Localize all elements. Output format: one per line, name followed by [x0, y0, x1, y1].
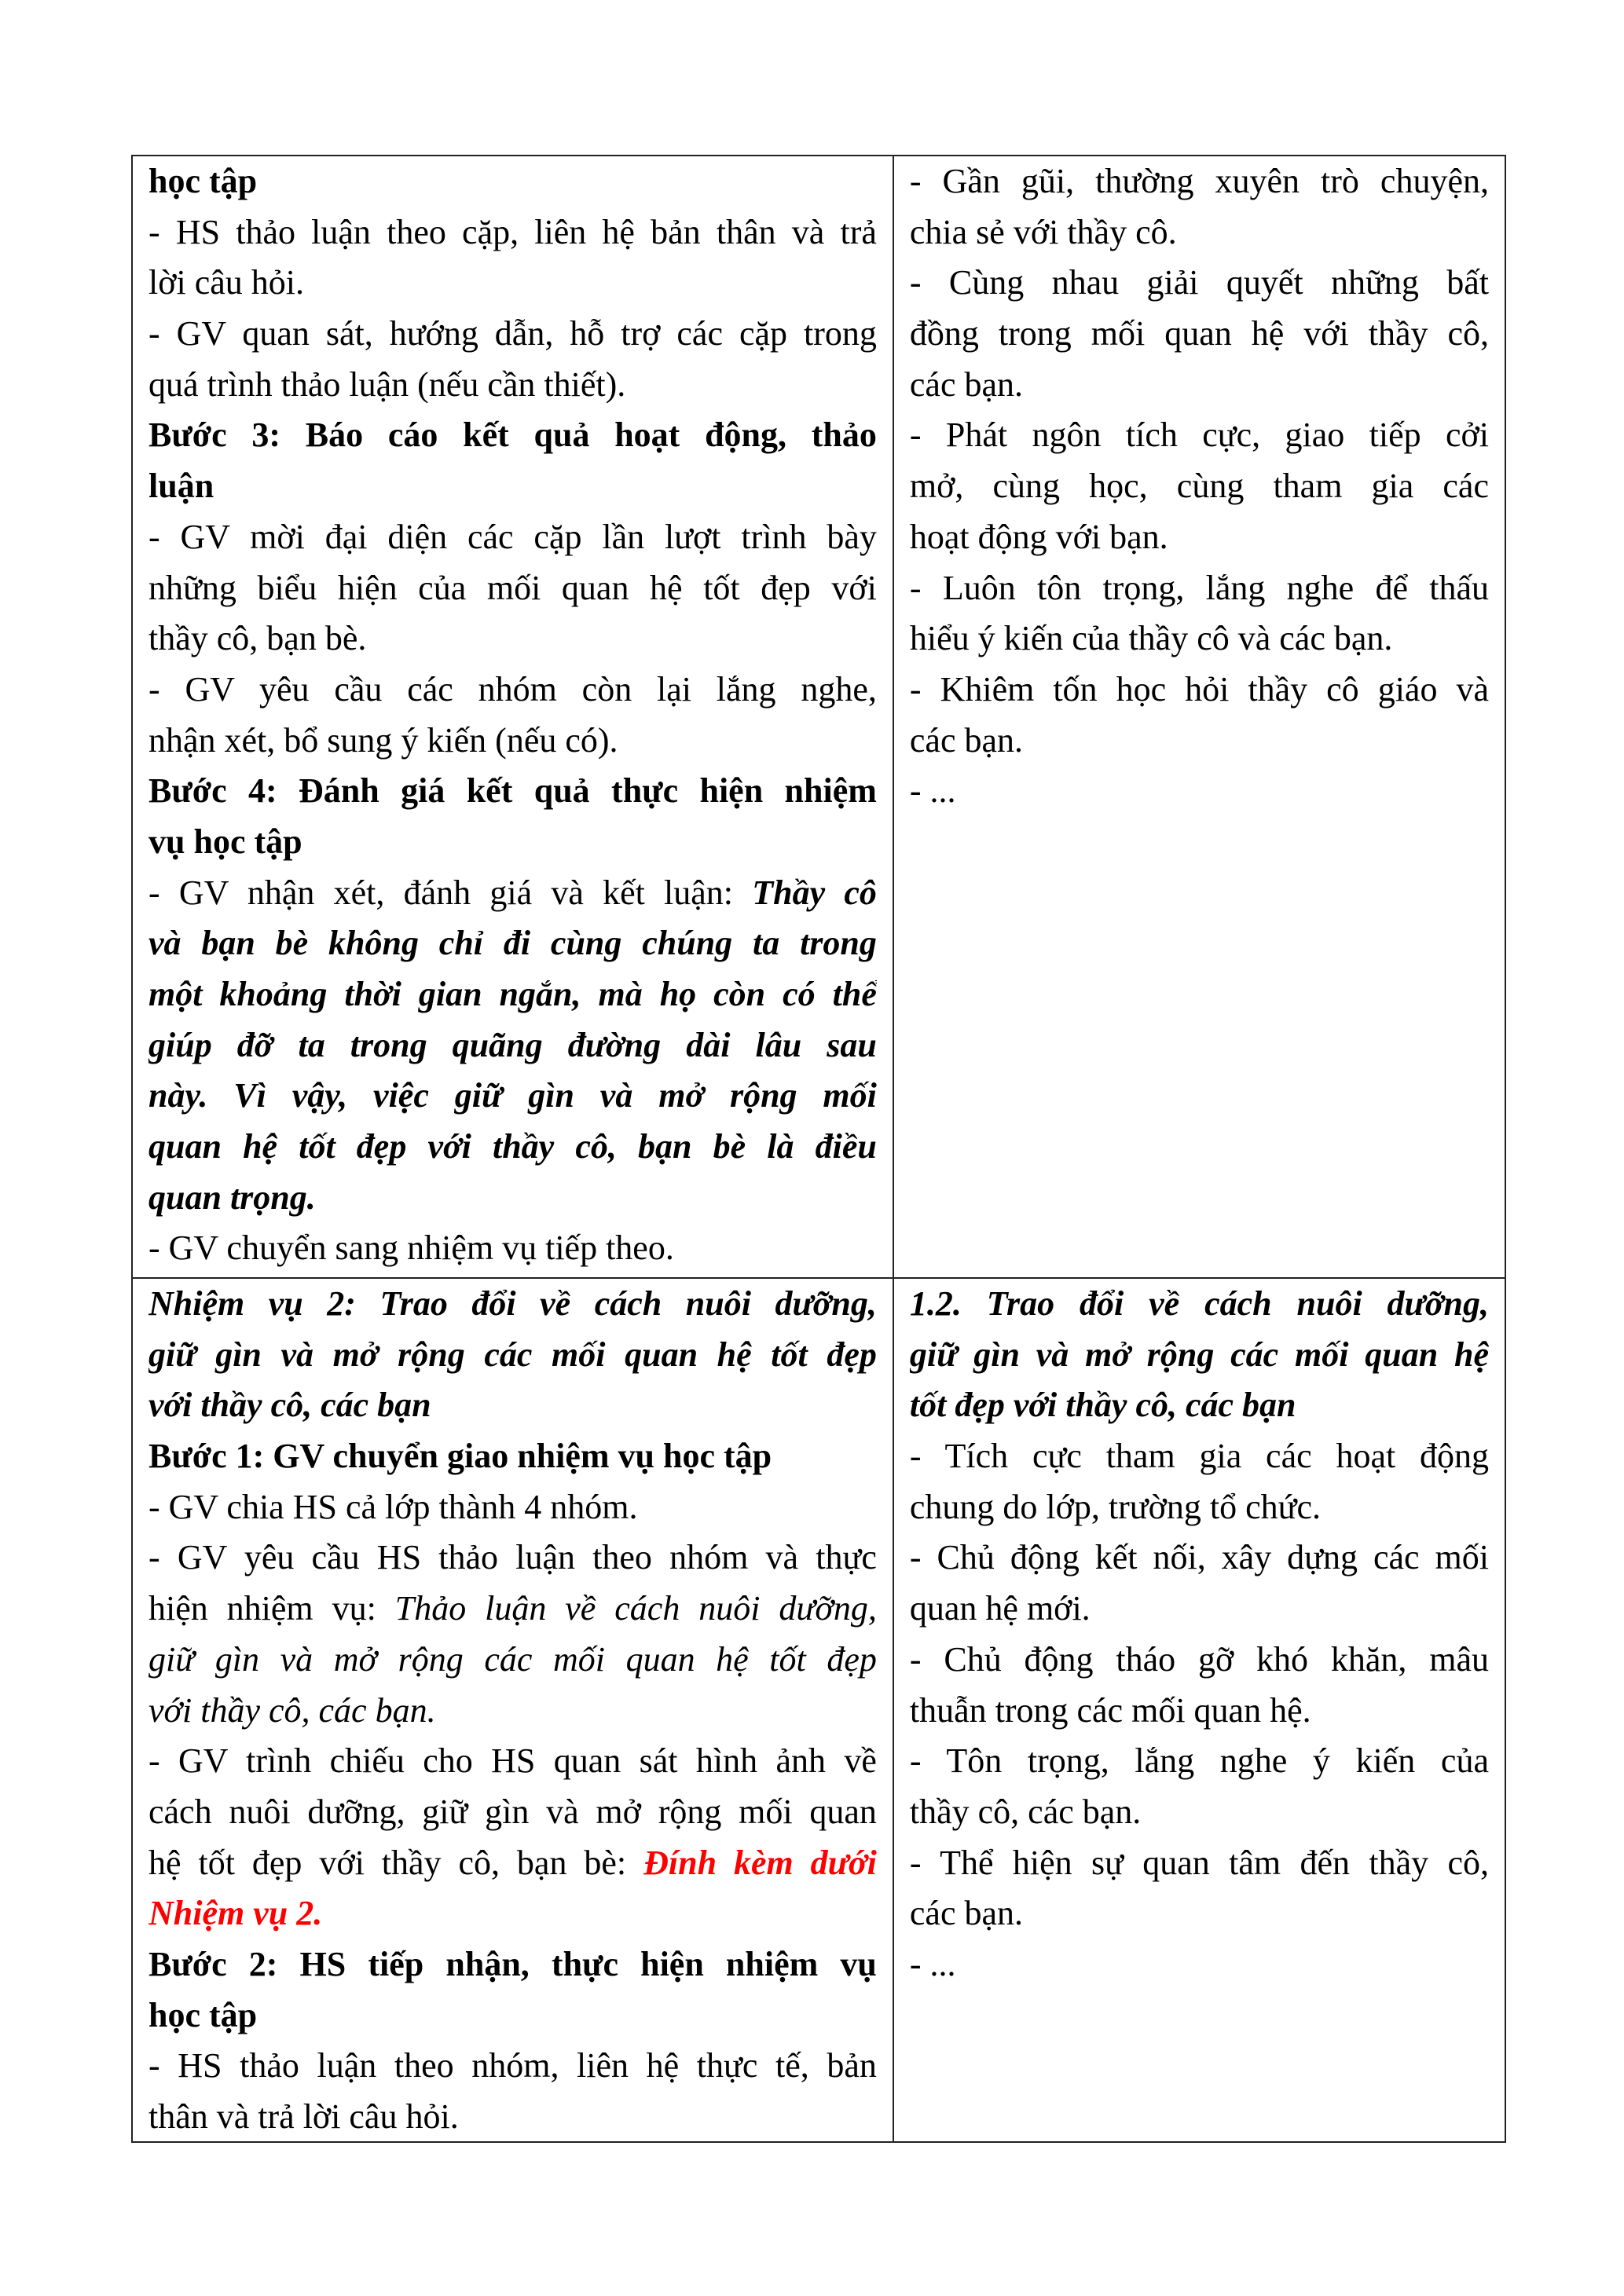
- text-line: [148, 258, 877, 309]
- step-heading: luận: [148, 467, 214, 506]
- text-line: [910, 1279, 1489, 1330]
- text-line: [910, 360, 1489, 411]
- paragraph: [910, 258, 1489, 410]
- paragraph: [148, 207, 877, 309]
- text-segment: một khoảng thời gian ngắn, mà họ còn có thể: [148, 975, 877, 1013]
- text-segment: với thầy cô, các bạn.: [148, 1690, 436, 1730]
- paragraph: [910, 1431, 1489, 1532]
- text-line: [148, 360, 877, 411]
- lesson-plan-table: [131, 155, 1506, 2143]
- text-segment: các bạn.: [909, 1894, 1024, 1933]
- text-segment: mở, cùng học, cùng tham gia các: [909, 467, 1489, 506]
- text-segment: - Thể hiện sự quan tâm đến thầy cô,: [909, 1843, 1489, 1882]
- text-segment: - HS thảo luận theo nhóm, liên hệ thực tế, bản: [148, 2046, 877, 2085]
- paragraph: [148, 766, 877, 867]
- text-line: [910, 613, 1489, 665]
- text-line: [148, 1736, 877, 1787]
- text-segment: hoạt động với bạn.: [909, 517, 1168, 556]
- text-line: [148, 2041, 877, 2092]
- text-line: [148, 1888, 877, 1939]
- text-line: [910, 1787, 1489, 1838]
- text-segment: giữ gìn và mở rộng các mối quan hệ: [909, 1335, 1489, 1374]
- text-line: [910, 1888, 1489, 1939]
- text-segment: - HS thảo luận theo cặp, liên hệ bản thân và trả: [148, 212, 877, 251]
- text-segment: giữ gìn và mở rộng các mối quan hệ tốt đẹp: [148, 1639, 877, 1679]
- text-line: [910, 512, 1489, 563]
- paragraph: [910, 1279, 1489, 1431]
- text-line: [910, 309, 1489, 360]
- text-segment: - Luôn tôn trọng, lắng nghe để thấu: [909, 568, 1489, 607]
- expected-outcomes-cell: [894, 156, 1505, 1277]
- text-segment: - Cùng nhau giải quyết những bất: [909, 263, 1489, 302]
- text-segment: - GV nhận xét, đánh giá và kết luận:: [148, 873, 753, 912]
- text-segment: - GV mời đại diện các cặp lần lượt trình bày: [148, 517, 877, 556]
- paragraph: [148, 156, 877, 207]
- text-line: [910, 1380, 1489, 1431]
- text-line: [910, 563, 1489, 614]
- paragraph: [910, 1736, 1489, 1837]
- paragraph: [148, 1223, 877, 1274]
- text-segment: chung do lớp, trường tổ chức.: [909, 1487, 1322, 1526]
- text-line: [148, 1330, 877, 1381]
- paragraph: [910, 1635, 1489, 1736]
- text-line: [148, 969, 877, 1020]
- paragraph: [910, 410, 1489, 562]
- expected-outcomes-cell: [894, 1279, 1505, 2141]
- text-segment: - ...: [909, 1944, 956, 1983]
- teacher-student-activities-cell: [133, 1279, 894, 2141]
- paragraph: [148, 1939, 877, 2041]
- text-segment: - ...: [909, 771, 956, 811]
- text-segment: hệ tốt đẹp với thầy cô, bạn bè:: [148, 1843, 644, 1882]
- text-segment: giúp đỡ ta trong quãng đường dài lâu sau: [148, 1025, 877, 1064]
- text-segment: hiểu ý kiến của thầy cô và các bạn.: [909, 619, 1393, 658]
- text-line: [148, 1431, 877, 1482]
- text-line: [910, 1736, 1489, 1787]
- text-line: [148, 1223, 877, 1274]
- text-line: [148, 766, 877, 817]
- text-segment: - Tích cực tham gia các hoạt động: [909, 1437, 1489, 1476]
- text-line: [910, 1482, 1489, 1533]
- text-segment: các bạn.: [909, 364, 1024, 404]
- text-segment: lời câu hỏi.: [148, 263, 304, 302]
- text-segment: - Chủ động tháo gỡ khó khăn, mâu: [909, 1639, 1489, 1679]
- text-segment: những biểu hiện của mối quan hệ tốt đẹp với: [148, 568, 877, 607]
- paragraph: [910, 665, 1489, 766]
- text-segment: quá trình thảo luận (nếu cần thiết).: [148, 364, 626, 404]
- text-line: [910, 461, 1489, 512]
- text-line: [910, 156, 1489, 207]
- text-line: [148, 1071, 877, 1122]
- text-line: [910, 1838, 1489, 1889]
- text-line: [148, 868, 877, 919]
- text-line: [148, 716, 877, 767]
- text-line: [910, 1686, 1489, 1737]
- text-line: [148, 1686, 877, 1737]
- paragraph: [148, 1532, 877, 1736]
- text-line: [148, 2092, 877, 2143]
- attachment-note: Đính kèm dưới: [643, 1843, 877, 1882]
- text-segment: - Chủ động kết nối, xây dựng các mối: [909, 1538, 1489, 1577]
- paragraph: [910, 1939, 1489, 1990]
- attachment-note: Nhiệm vụ 2.: [148, 1894, 323, 1933]
- text-segment: - GV trình chiếu cho HS quan sát hình ảnh về: [148, 1741, 877, 1781]
- text-line: [148, 613, 877, 665]
- text-segment: thân và trả lời câu hỏi.: [148, 2097, 459, 2136]
- text-line: [148, 1787, 877, 1838]
- text-line: [148, 1584, 877, 1635]
- text-segment: quan hệ tốt đẹp với thầy cô, bạn bè là điều: [148, 1127, 877, 1166]
- paragraph: [148, 665, 877, 766]
- text-line: [148, 918, 877, 969]
- text-segment: 1.2. Trao đổi về cách nuôi dưỡng,: [909, 1284, 1489, 1323]
- text-segment: - Gần gũi, thường xuyên trò chuyện,: [909, 162, 1489, 200]
- text-line: [148, 1635, 877, 1686]
- text-segment: - Phát ngôn tích cực, giao tiếp cởi: [909, 416, 1489, 455]
- text-line: [148, 1939, 877, 1990]
- step-heading: Bước 2: HS tiếp nhận, thực hiện nhiệm vụ: [148, 1944, 877, 1983]
- text-line: [148, 1990, 877, 2041]
- text-line: [910, 1584, 1489, 1635]
- text-segment: Nhiệm vụ 2: Trao đổi về cách nuôi dưỡng,: [148, 1284, 877, 1323]
- text-segment: này. Vì vậy, việc giữ gìn và mở rộng mối: [148, 1076, 877, 1115]
- step-heading: Bước 4: Đánh giá kết quả thực hiện nhiệm: [148, 771, 877, 811]
- text-segment: Thầy cô: [752, 873, 877, 912]
- text-segment: thầy cô, bạn bè.: [148, 619, 367, 658]
- paragraph: [910, 1532, 1489, 1634]
- text-segment: - GV yêu cầu HS thảo luận theo nhóm và thực: [148, 1538, 877, 1577]
- teacher-student-activities-cell: [133, 156, 894, 1277]
- table-row: [133, 1277, 1505, 2141]
- text-segment: thuẫn trong các mối quan hệ.: [909, 1690, 1311, 1730]
- text-line: [148, 512, 877, 563]
- text-segment: - Khiêm tốn học hỏi thầy cô giáo và: [909, 669, 1489, 709]
- text-segment: giữ gìn và mở rộng các mối quan hệ tốt đẹp: [148, 1335, 877, 1374]
- text-segment: tốt đẹp với thầy cô, các bạn: [909, 1386, 1296, 1425]
- text-line: [910, 1431, 1489, 1482]
- text-segment: các bạn.: [909, 720, 1024, 760]
- paragraph: [910, 766, 1489, 817]
- text-line: [148, 1173, 877, 1224]
- text-line: [148, 1532, 877, 1584]
- paragraph: [148, 1482, 877, 1533]
- text-segment: - GV quan sát, hướng dẫn, hỗ trợ các cặp trong: [148, 314, 877, 353]
- paragraph: [910, 563, 1489, 665]
- paragraph: [148, 1431, 877, 1482]
- step-heading: Bước 3: Báo cáo kết quả hoạt động, thảo: [148, 416, 877, 455]
- text-segment: chia sẻ với thầy cô.: [909, 212, 1177, 251]
- text-line: [148, 461, 877, 512]
- text-line: [148, 817, 877, 868]
- text-line: [148, 665, 877, 716]
- text-line: [148, 207, 877, 258]
- text-segment: - GV chia HS cả lớp thành 4 nhóm.: [148, 1487, 638, 1526]
- text-line: [148, 1122, 877, 1173]
- paragraph: [148, 1279, 877, 1431]
- text-line: [910, 410, 1489, 461]
- text-segment: - GV chuyển sang nhiệm vụ tiếp theo.: [148, 1229, 674, 1268]
- text-line: [148, 1380, 877, 1431]
- text-line: [910, 716, 1489, 767]
- text-segment: nhận xét, bổ sung ý kiến (nếu có).: [148, 720, 618, 760]
- step-heading: Bước 1: GV chuyển giao nhiệm vụ học tập: [148, 1437, 772, 1476]
- text-segment: quan trọng.: [148, 1177, 316, 1217]
- text-line: [148, 156, 877, 207]
- text-line: [910, 207, 1489, 258]
- paragraph: [148, 309, 877, 410]
- step-heading: vụ học tập: [148, 822, 302, 861]
- text-segment: thầy cô, các bạn.: [909, 1792, 1142, 1831]
- text-segment: - Tôn trọng, lắng nghe ý kiến của: [909, 1741, 1489, 1781]
- text-line: [148, 1838, 877, 1889]
- text-segment: cách nuôi dưỡng, giữ gìn và mở rộng mối quan: [148, 1792, 877, 1831]
- paragraph: [910, 1838, 1489, 1939]
- paragraph: [148, 1736, 877, 1939]
- step-heading: học tập: [148, 1995, 258, 2034]
- text-segment: và bạn bè không chỉ đi cùng chúng ta trong: [148, 924, 877, 963]
- text-segment: hiện nhiệm vụ:: [148, 1589, 395, 1628]
- text-line: [148, 410, 877, 461]
- text-line: [148, 563, 877, 614]
- paragraph: [148, 410, 877, 511]
- text-line: [910, 1330, 1489, 1381]
- text-line: [148, 1279, 877, 1330]
- text-line: [148, 1482, 877, 1533]
- text-segment: quan hệ mới.: [909, 1589, 1091, 1628]
- text-segment: - GV yêu cầu các nhóm còn lại lắng nghe,: [148, 669, 877, 709]
- text-segment: với thầy cô, các bạn: [148, 1386, 431, 1425]
- paragraph: [148, 512, 877, 665]
- paragraph: [148, 868, 877, 1224]
- text-segment: Thảo luận về cách nuôi dưỡng,: [394, 1589, 877, 1628]
- step-heading: học tập: [148, 162, 258, 200]
- text-line: [910, 258, 1489, 309]
- text-line: [910, 1635, 1489, 1686]
- paragraph: [148, 2041, 877, 2142]
- table-row: [133, 156, 1505, 1277]
- text-line: [148, 1020, 877, 1071]
- text-line: [148, 309, 877, 360]
- text-line: [910, 766, 1489, 817]
- text-line: [910, 1532, 1489, 1584]
- text-line: [910, 1939, 1489, 1990]
- text-segment: đồng trong mối quan hệ với thầy cô,: [909, 314, 1489, 353]
- paragraph: [910, 156, 1489, 258]
- text-line: [910, 665, 1489, 716]
